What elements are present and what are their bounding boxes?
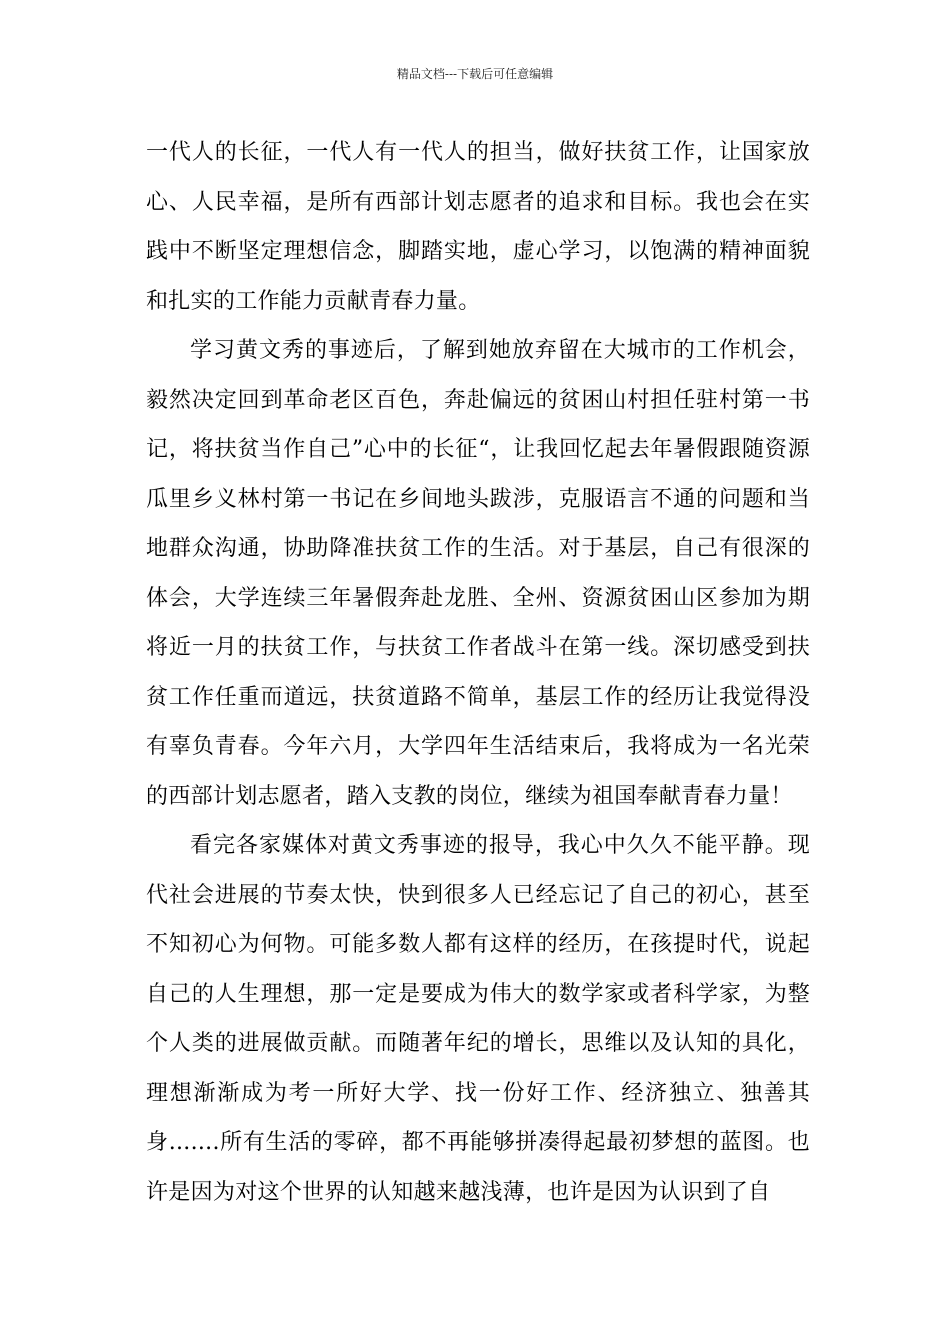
paragraph-3: 看完各家媒体对黄文秀事迹的报导，我心中久久不能平静。现代社会进展的节奏太快，快到很多人已经忘记了自己的初心，甚至不知初心为何物。可能多数人都有这样的经历，在孩提时代，说起自己的人生理想，那一定是要成为伟大的数学家或者科学家，为整个人类的进展做贡献。而随著年纪的增长，思维以及认知的具化，理想渐渐成为考一所好大学、找一份好工作、经济独立、独善其身.......所有生活的零碎，都不再能够拼凑得起最初梦想的蓝图。也许是因为对这个世界的认知越来越浅薄，也许是因为认识到了自 bbox=[146, 833, 810, 1205]
paragraph-2: 学习黄文秀的事迹后，了解到她放弃留在大城市的工作机会，毅然决定回到革命老区百色，奔赴偏远的贫困山村担任驻村第一书记，将扶贫当作自己”心中的长征“，让我回忆起去年暑假跟随资源瓜里乡义林村第一书记在乡间地头跋涉，克服语言不通的问题和当地群众沟通，协助降准扶贫工作的生活。对于基层，自己有很深的体会，大学连续三年暑假奔赴龙胜、全州、资源贫困山区参加为期将近一月的扶贫工作，与扶贫工作者战斗在第一线。深切感受到扶贫工作任重而道远，扶贫道路不简单，基层工作的经历让我觉得没有辜负青春。今年六月，大学四年生活结束后，我将成为一名光荣的西部计划志愿者，踏入支教的岗位，继续为祖国奉献青春力量！ bbox=[146, 338, 810, 809]
page-header: 精品文档---下载后可任意编辑 bbox=[396, 67, 554, 81]
paragraph-1: 一代人的长征，一代人有一代人的担当，做好扶贫工作，让国家放心、人民幸福，是所有西部计划志愿者的追求和目标。我也会在实践中不断坚定理想信念，脚踏实地，虚心学习，以饱满的精神面貌和扎实的工作能力贡献青春力量。 bbox=[146, 140, 810, 314]
document-body bbox=[146, 128, 810, 1217]
